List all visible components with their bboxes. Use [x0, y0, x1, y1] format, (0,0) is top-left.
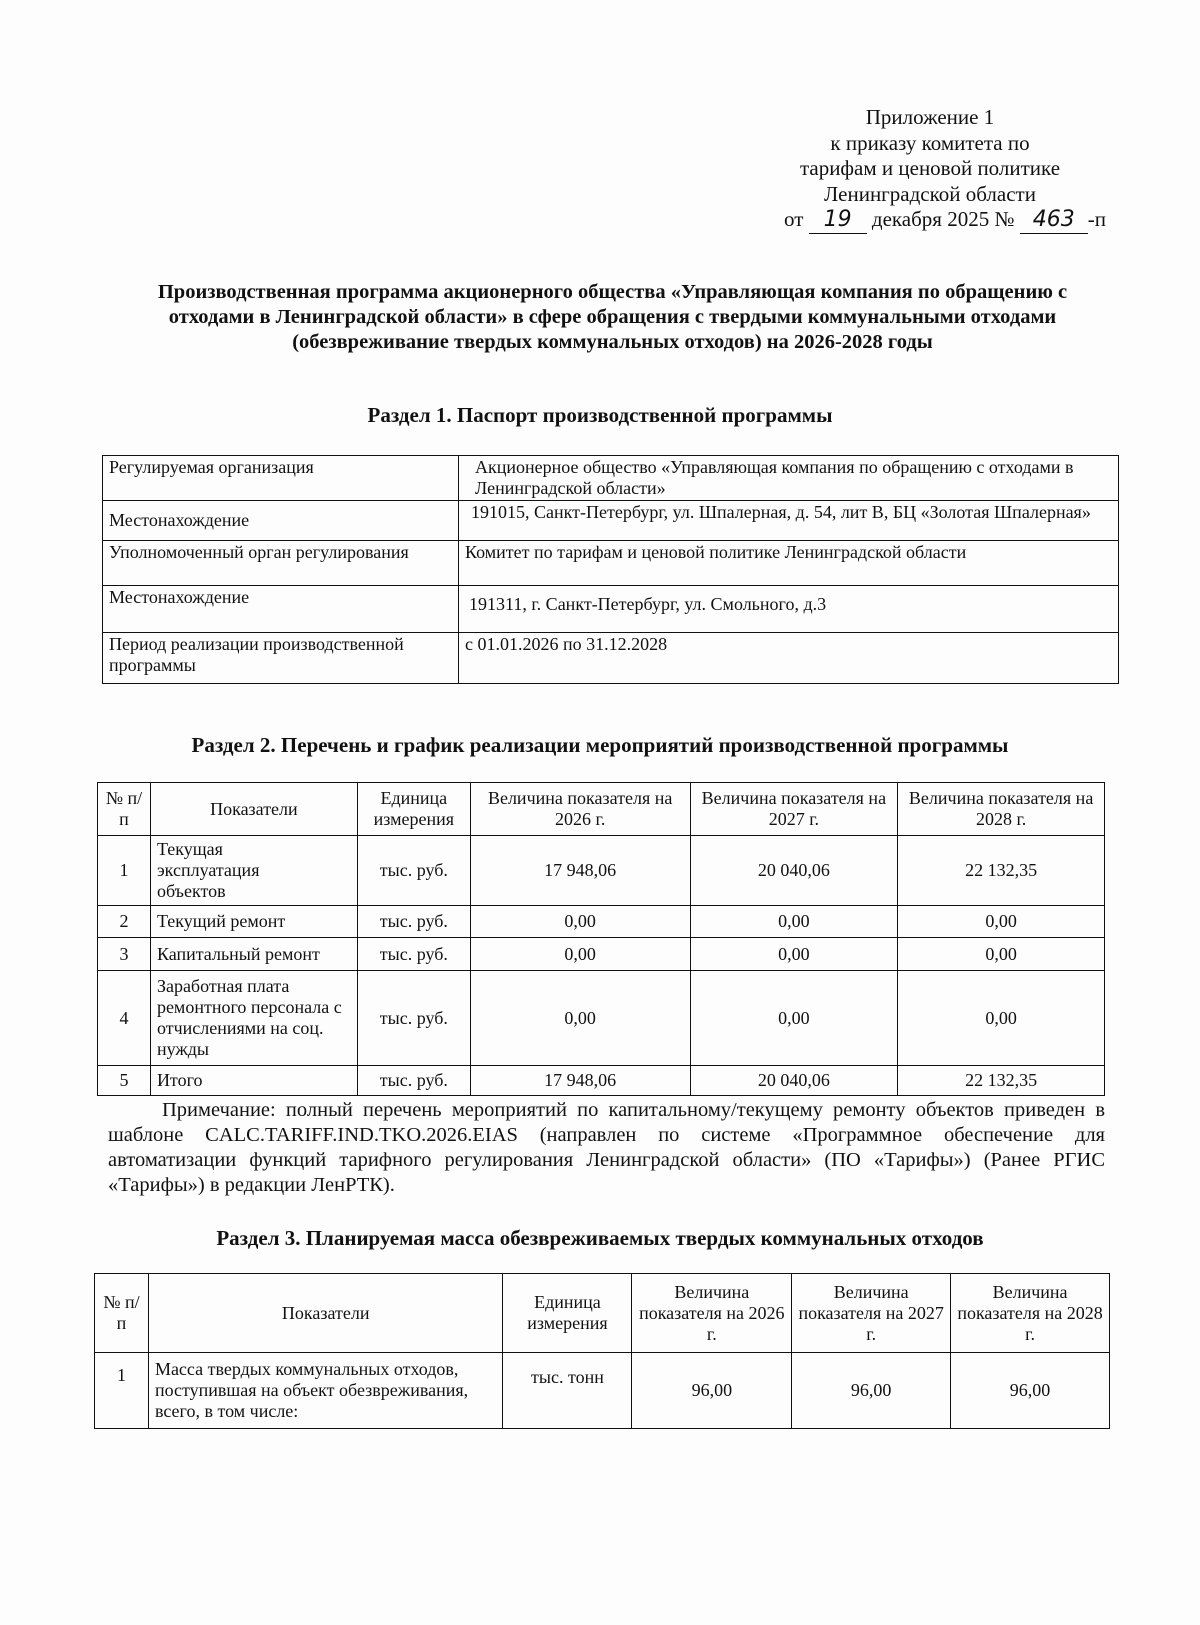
- row-value: с 01.01.2026 по 31.12.2028: [459, 633, 1119, 684]
- order-month-year: декабря 2025 №: [871, 207, 1015, 231]
- document-title: Производственная программа акционерного общества «Управляющая компания по обращению с отходами в Ленинградской области» в сфере обращения с твердыми коммунальными отходами (обезвреживание твердых коммунальных отходов) на 2026-2028 годы: [157, 281, 1068, 353]
- row-number: 1: [95, 1353, 149, 1429]
- row-number: 3: [98, 938, 151, 971]
- table-row: [98, 836, 1105, 906]
- header-cell: Величина показателя на 2027 г.: [792, 1274, 951, 1353]
- row-name: Капитальный ремонт: [150, 938, 357, 971]
- row-number: 1: [98, 836, 151, 906]
- order-number: 463: [1020, 207, 1088, 234]
- row-name: Заработная плата ремонтного персонала с отчислениями на соц. нужды: [150, 971, 357, 1066]
- row-value: 191311, г. Санкт-Петербург, ул. Смольного, д.3: [459, 586, 1119, 633]
- row-number: 2: [98, 906, 151, 938]
- table-row: [98, 906, 1105, 938]
- row-label: Местонахождение: [103, 586, 459, 633]
- section1-heading: Раздел 1. Паспорт производственной программы: [367, 403, 833, 427]
- row-unit: тыс. руб.: [357, 971, 470, 1066]
- value-2026: 0,00: [470, 938, 690, 971]
- section2-heading: Раздел 2. Перечень и график реализации мероприятий производственной программы: [191, 733, 1009, 757]
- header-cell: Единица измерения: [503, 1274, 632, 1353]
- row-value: 191015, Санкт-Петербург, ул. Шпалерная, д. 54, лит В, БЦ «Золотая Шпалерная»: [459, 501, 1119, 541]
- value-2027: 20 040,06: [690, 836, 898, 906]
- table-row: [98, 938, 1105, 971]
- table-row: [103, 633, 1119, 684]
- value-2028: 0,00: [898, 938, 1105, 971]
- value-2028: 0,00: [898, 971, 1105, 1066]
- table-row: [103, 586, 1119, 633]
- appendix-block: [740, 105, 1120, 234]
- header-cell: Величина показателя на 2026 г.: [632, 1274, 792, 1353]
- table-row: [103, 501, 1119, 541]
- value-2027: 96,00: [792, 1353, 951, 1429]
- value-2027: 0,00: [690, 906, 898, 938]
- header-cell: Величина показателя на 2026 г.: [470, 783, 690, 836]
- row-unit: тыс. руб.: [357, 906, 470, 938]
- row-number: 5: [98, 1066, 151, 1096]
- appendix-line: Приложение 1: [865, 105, 995, 129]
- row-name: Масса твердых коммунальных отходов, поступившая на объект обезвреживания, всего, в том числе:: [148, 1353, 503, 1429]
- row-label: Период реализации производственной программы: [103, 633, 459, 684]
- value-2028: 22 132,35: [898, 836, 1105, 906]
- table-row: [98, 1066, 1105, 1096]
- table-row: [103, 541, 1119, 586]
- table-row: [98, 971, 1105, 1066]
- header-cell: Показатели: [148, 1274, 503, 1353]
- row-unit: тыс. тонн: [503, 1353, 632, 1429]
- value-2028: 0,00: [898, 906, 1105, 938]
- row-number: 4: [98, 971, 151, 1066]
- header-cell: Показатели: [150, 783, 357, 836]
- row-name: Текущий ремонт: [150, 906, 357, 938]
- value-2026: 0,00: [470, 971, 690, 1066]
- row-unit: тыс. руб.: [357, 938, 470, 971]
- row-unit: тыс. руб.: [357, 1066, 470, 1096]
- row-name: Текущая эксплуатация объектов: [150, 836, 357, 906]
- header-cell: Величина показателя на 2028 г.: [898, 783, 1105, 836]
- header-cell: № п/п: [95, 1274, 149, 1353]
- table-row: [95, 1353, 1110, 1429]
- passport-table: [102, 455, 1119, 684]
- value-2027: 0,00: [690, 971, 898, 1066]
- appendix-line: Ленинградской области: [824, 181, 1036, 206]
- header-row: [98, 783, 1105, 836]
- header-cell: № п/п: [98, 783, 151, 836]
- waste-mass-table: [94, 1273, 1110, 1429]
- row-unit: тыс. руб.: [357, 836, 470, 906]
- value-2027: 0,00: [690, 938, 898, 971]
- appendix-line: тарифам и ценовой политике: [799, 156, 1061, 180]
- row-name: Итого: [150, 1066, 357, 1096]
- order-date-line: [770, 207, 1120, 234]
- value-2028: 22 132,35: [898, 1066, 1105, 1096]
- table-row: [103, 456, 1119, 501]
- header-row: [95, 1274, 1110, 1353]
- value-2026: 17 948,06: [470, 1066, 690, 1096]
- value-2026: 96,00: [632, 1353, 792, 1429]
- value-2026: 0,00: [470, 906, 690, 938]
- date-prefix: от: [784, 207, 804, 231]
- value-2027: 20 040,06: [690, 1066, 898, 1096]
- section2-note: Примечание: полный перечень мероприятий по капитальному/текущему ремонту объектов приведен в шаблоне CALC.TARIFF.IND.TKO.2026.EIAS (направлен по системе «Программное обеспечение для автоматизации функций тарифного регулирования Ленинградской области» (ПО «Тарифы») (Ранее РГИС «Тарифы») в редакции ЛенРТК).: [108, 1099, 1105, 1196]
- header-cell: Величина показателя на 2028 г.: [951, 1274, 1110, 1353]
- appendix-line: к приказу комитета по: [830, 130, 1030, 155]
- row-value: Комитет по тарифам и ценовой политике Ленинградской области: [459, 541, 1119, 586]
- header-cell: Величина показателя на 2027 г.: [690, 783, 898, 836]
- value-2026: 17 948,06: [470, 836, 690, 906]
- row-label: Регулируемая организация: [103, 456, 459, 501]
- row-value: Акционерное общество «Управляющая компания по обращению с отходами в Ленинградской области»: [459, 456, 1119, 501]
- row-label: Местонахождение: [103, 501, 459, 541]
- value-2028: 96,00: [951, 1353, 1110, 1429]
- order-day: 19: [809, 207, 867, 234]
- row-label: Уполномоченный орган регулирования: [103, 541, 459, 586]
- order-suffix: -п: [1087, 207, 1106, 231]
- section3-heading: Раздел 3. Планируемая масса обезвреживаемых твердых коммунальных отходов: [216, 1226, 984, 1250]
- header-cell: Единица измерения: [357, 783, 470, 836]
- measures-table: [97, 782, 1105, 1096]
